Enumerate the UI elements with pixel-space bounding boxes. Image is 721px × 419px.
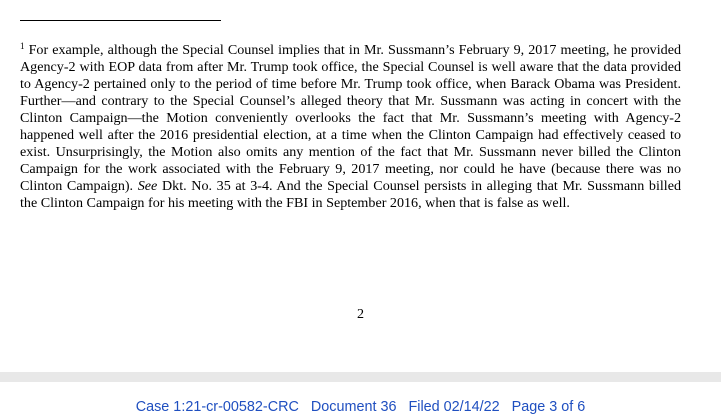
page-gap [0, 372, 721, 382]
footnote-text: For example, although the Special Counsel implies that in Mr. Sussmann’s February 9, 2017 meeting, he provided Agency-2 with EOP data from after Mr. Trump took office, the Special Counsel is well aware that the data provided to Agency-2 pertained only to the period of time before Mr. Trump took office, when Barack Obama was President. Further—and contrary to the Special Counsel’s alleged theory that Mr. Sussmann was acting in concert with the Clinton Campaign—the Motion conveniently overlooks the fact that Mr. Sussmann’s meeting with Agency-2 happened well after the 2016 presidential election, at a time when the Clinton Campaign had effectively ceased to exist. Unsurprisingly, the Motion also omits any mention of the fact that Mr. Sussmann never billed the Clinton Campaign for the work associated with the February 9, 2017 meeting, nor could he have (because there was no Clinton Campaign). [20, 42, 681, 194]
footnote [20, 42, 681, 212]
citation-signal: See [137, 178, 158, 194]
page-number: 2 [356, 306, 365, 322]
footnote-separator [20, 20, 221, 21]
footnote-marker: 1 [20, 41, 25, 51]
case-header: Case 1:21-cr-00582-CRC Document 36 Filed 02/14/22 Page 3 of 6 [135, 399, 586, 415]
footnote-text-continued: Dkt. No. 35 at 3-4. And the Special Counsel persists in alleging that Mr. Sussmann billed the Clinton Campaign for his meeting with the FBI in September 2016, when that is false as well. [20, 178, 682, 211]
